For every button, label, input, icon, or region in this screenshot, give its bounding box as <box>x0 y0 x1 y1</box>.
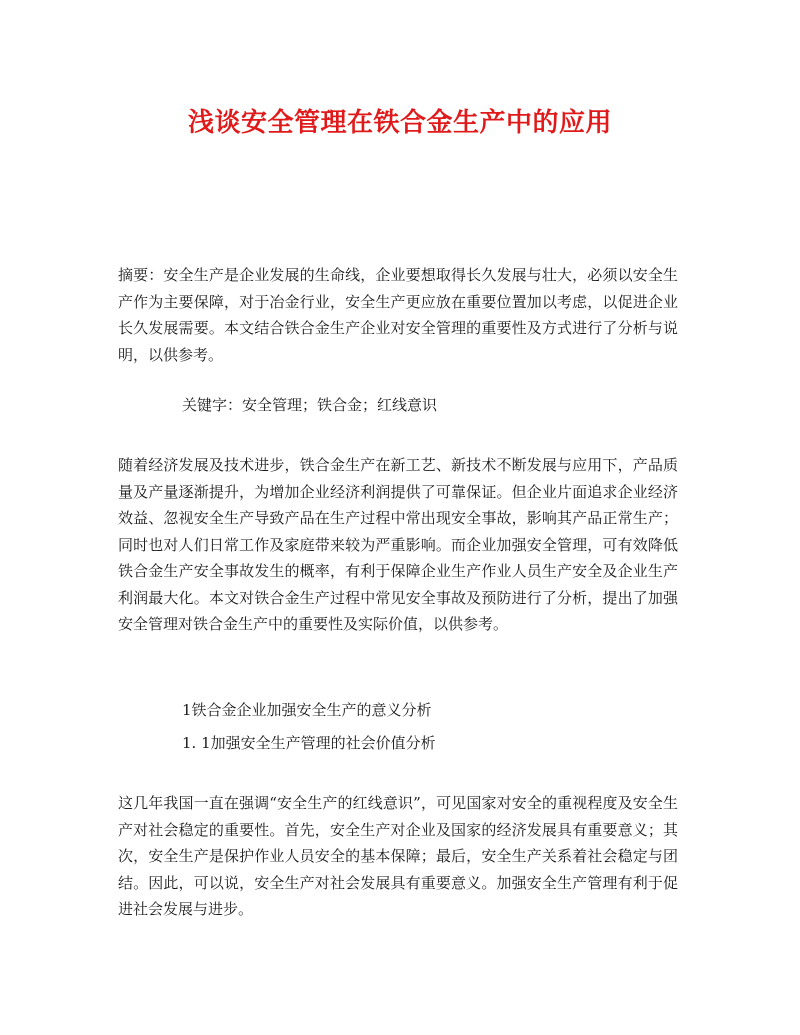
abstract-paragraph: 摘要：安全生产是企业发展的生命线，企业要想取得长久发展与壮大，必须以安全生产作为主要保障，对于冶金行业，安全生产更应放在重要位置加以考虑，以促进企业长久发展需要。本文结合铁合金生产企业对安全管理的重要性及方式进行了分析与说明，以供参考。 <box>118 266 678 364</box>
section-1-1-paragraph: 这几年我国一直在强调“安全生产的红线意识”，可见国家对安全的重视程度及安全生产对社会稳定的重要性。首先，安全生产对企业及国家的经济发展具有重要意义；其次，安全生产是保护作业人员安全的基本保障；最后，安全生产关系着社会稳定与团结。因此，可以说，安全生产对社会发展具有重要意义。加强安全生产管理有利于促进社会发展与进步。 <box>118 794 678 918</box>
section-1-heading: 1铁合金企业加强安全生产的意义分析 <box>182 701 432 719</box>
intro-paragraph: 随着经济发展及技术进步，铁合金生产在新工艺、新技术不断发展与应用下，产品质量及产量逐渐提升，为增加企业经济利润提供了可靠保证。但企业片面追求企业经济效益、忽视安全生产导致产品在生产过程中常出现安全事故，影响其产品正常生产；同时也对人们日常工作及家庭带来较为严重影响。而企业加强安全管理，可有效降低铁合金生产安全事故发生的概率，有利于保障企业生产作业人员生产安全及企业生产利润最大化。本文对铁合金生产过程中常见安全事故及预防进行了分析，提出了加强安全管理对铁合金生产中的重要性及实际价值，以供参考。 <box>118 456 678 633</box>
document-title: 浅谈安全管理在铁合金生产中的应用 <box>187 108 612 138</box>
keywords-line: 关键字：安全管理；铁合金；红线意识 <box>182 396 438 414</box>
section-1-1-heading: 1. 1加强安全生产管理的社会价值分析 <box>182 734 436 752</box>
